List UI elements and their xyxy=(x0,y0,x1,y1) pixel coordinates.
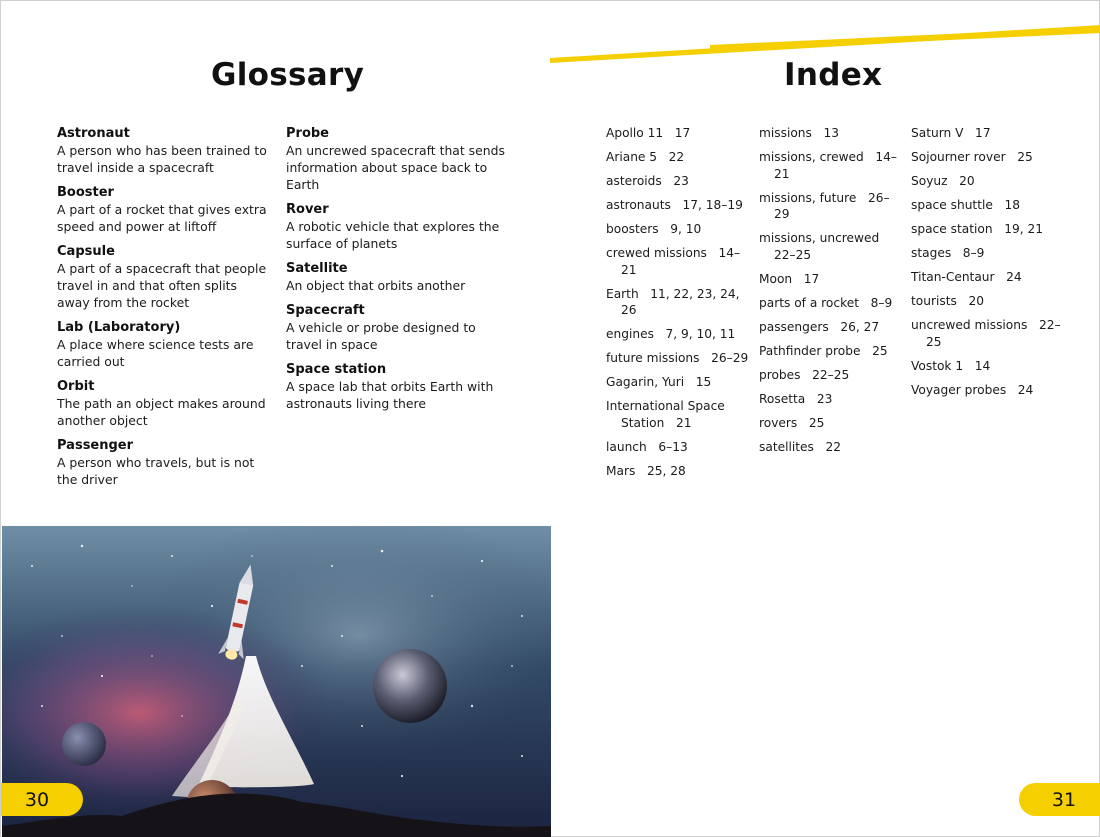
glossary-title: Glossary xyxy=(211,57,365,93)
glossary-term: Probe xyxy=(286,126,329,141)
index-entry: parts of a rocket 8–9 xyxy=(759,295,893,310)
index-entry: Moon 17 xyxy=(759,271,820,286)
index-entry: stages 8–9 xyxy=(911,246,985,260)
glossary-definition: A part of a rocket that gives extra speed and power at liftoff xyxy=(57,202,267,234)
index-title: Index xyxy=(784,57,883,93)
glossary-definition: The path an object makes around another object xyxy=(57,396,266,428)
index-entry: space station 19, 21 xyxy=(911,222,1043,236)
glossary-term: Space station xyxy=(286,362,387,377)
glossary-entry xyxy=(57,437,272,488)
index-entry: asteroids 23 xyxy=(606,174,689,188)
index-entry: missions 13 xyxy=(759,126,840,140)
index-entry: probes 22–25 xyxy=(759,367,850,382)
index-entry: Soyuz 20 xyxy=(911,174,975,188)
index-entry: space shuttle 18 xyxy=(911,198,1020,212)
glossary-entry xyxy=(57,243,272,311)
index-entry: Saturn V 17 xyxy=(911,126,991,140)
glossary-definition: A place where science tests are carried out xyxy=(57,337,254,369)
glossary-term: Lab (Laboratory) xyxy=(57,320,181,335)
index-entry: Gagarin, Yuri 15 xyxy=(606,375,712,389)
rocket-launch-photo xyxy=(2,526,551,837)
index-entry: Earth 11, 22, 23, 24, 26 xyxy=(606,286,744,317)
glossary-definition: A person who has been trained to travel inside a spacecraft xyxy=(57,143,267,175)
index-entry: Apollo 11 17 xyxy=(606,126,691,140)
index-entry: Ariane 5 22 xyxy=(606,150,685,164)
glossary-entry xyxy=(57,184,272,235)
glossary-definition: A person who travels, but is not the driver xyxy=(57,455,255,487)
glossary-entry xyxy=(286,302,511,353)
index-entry: rovers 25 xyxy=(759,415,825,430)
glossary-term: Satellite xyxy=(286,261,348,276)
index-entry: Voyager probes 24 xyxy=(911,382,1034,397)
index-column-3 xyxy=(911,125,1061,406)
glossary-definition: An uncrewed spacecraft that sends information about space back to Earth xyxy=(286,143,505,192)
glossary-term: Capsule xyxy=(57,244,115,259)
index-entry: uncrewed missions 22–25 xyxy=(911,318,1061,349)
index-entry: Titan-Centaur 24 xyxy=(911,270,1022,284)
index-entry: astronauts 17, 18–19 xyxy=(606,198,743,212)
page-number-right: 31 xyxy=(1019,783,1100,816)
glossary-term: Passenger xyxy=(57,438,134,453)
index-entry: Mars 25, 28 xyxy=(606,463,686,478)
index-entry: future missions 26–29 xyxy=(606,351,749,365)
glossary-right-column xyxy=(286,125,511,420)
index-entry: boosters 9, 10 xyxy=(606,222,702,236)
glossary-term: Rover xyxy=(286,202,329,217)
glossary-entry xyxy=(57,378,272,429)
glossary-term: Astronaut xyxy=(57,126,130,141)
index-column-2 xyxy=(759,125,904,463)
glossary-entry xyxy=(57,125,272,176)
glossary-definition: A robotic vehicle that explores the surface of planets xyxy=(286,219,500,251)
glossary-definition: A vehicle or probe designed to travel in space xyxy=(286,320,476,352)
index-entry: Sojourner rover 25 xyxy=(911,150,1033,164)
index-entry: engines 7, 9, 10, 11 xyxy=(606,327,736,341)
glossary-definition: A space lab that orbits Earth with astronauts living there xyxy=(286,379,494,411)
glossary-definition: A part of a spacecraft that people travel in and that often splits away from the rocket xyxy=(57,261,267,310)
index-entry: launch 6–13 xyxy=(606,439,688,454)
index-entry: missions, crewed 14–21 xyxy=(759,150,897,181)
glossary-term: Orbit xyxy=(57,379,95,394)
glossary-definition: An object that orbits another xyxy=(286,278,466,293)
index-entry: tourists 20 xyxy=(911,294,984,308)
index-entry: crewed missions 14–21 xyxy=(606,246,741,277)
index-entry: passengers 26, 27 xyxy=(759,319,880,334)
glossary-entry xyxy=(286,201,511,252)
index-entry: Pathfinder probe 25 xyxy=(759,343,888,358)
glossary-entry xyxy=(57,319,272,370)
glossary-entry xyxy=(286,361,511,412)
glossary-left-column xyxy=(57,125,272,496)
page-number-left: 30 xyxy=(1,783,83,816)
glossary-term: Booster xyxy=(57,185,114,200)
glossary-entry xyxy=(286,260,511,294)
index-entry: International Space Station 21 xyxy=(606,399,729,430)
glossary-term: Spacecraft xyxy=(286,303,365,318)
index-column-1 xyxy=(606,125,751,487)
index-entry: missions, uncrewed 22–25 xyxy=(759,231,891,262)
index-entry: Vostok 1 14 xyxy=(911,358,991,373)
index-entry: missions, future 26–29 xyxy=(759,190,890,221)
index-entry: satellites 22 xyxy=(759,439,842,454)
glossary-entry xyxy=(286,125,511,193)
index-entry: Rosetta 23 xyxy=(759,391,833,406)
